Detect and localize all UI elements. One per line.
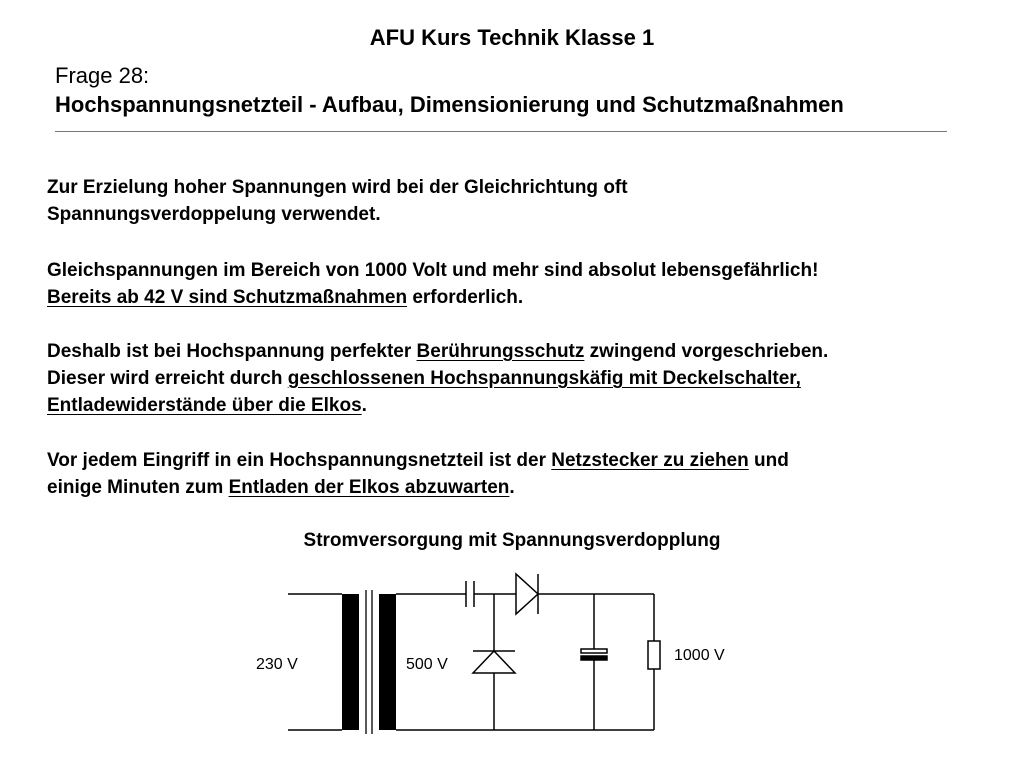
output-voltage-label: 1000 V — [674, 647, 725, 664]
electrolytic-capacitor-symbol — [581, 649, 607, 660]
para3-line3-post: . — [361, 395, 367, 416]
secondary-winding — [379, 594, 396, 730]
para3-line1-pre: Deshalb ist bei Hochspannung perfekter — [47, 341, 417, 362]
hv-cage-underline: geschlossenen Hochspannungskäfig mit Deckelschalter, — [287, 368, 801, 389]
para2-line1: Gleichspannungen im Bereich von 1000 Volt und mehr sind absolut lebensgefährlich! — [47, 260, 819, 281]
para4-line2-pre: einige Minuten zum — [47, 477, 229, 498]
primary-voltage-label: 230 V — [256, 656, 298, 673]
circuit-title: Stromversorgung mit Spannungsverdopplung — [303, 530, 721, 551]
para1-line1: Zur Erzielung hoher Spannungen wird bei der Gleichrichtung oft — [47, 177, 628, 198]
bleeder-resistor-underline: Entladewiderstände über die Elkos — [47, 395, 362, 416]
para4-line1-post: und — [748, 450, 789, 471]
primary-winding — [342, 594, 359, 730]
unplug-underline: Netzstecker zu ziehen — [551, 450, 749, 471]
para4-line1-pre: Vor jedem Eingriff in ein Hochspannungsnetzteil ist der — [47, 450, 552, 471]
course-title: AFU Kurs Technik Klasse 1 — [369, 25, 655, 50]
para1-line2: Spannungsverdoppelung verwendet. — [47, 204, 381, 225]
question-number: Frage 28: — [55, 63, 150, 88]
question-topic: Hochspannungsnetzteil - Aufbau, Dimensionierung und Schutzmaßnahmen — [55, 92, 844, 117]
discharge-wait-underline: Entladen der Elkos abzuwarten — [228, 477, 510, 498]
para3-line2-pre: Dieser wird erreicht durch — [47, 368, 288, 389]
diode-series-symbol — [516, 574, 538, 614]
touch-protection-underline: Berührungsschutz — [416, 341, 585, 362]
para4-line2-post: . — [509, 477, 515, 498]
diode-shunt-symbol — [473, 651, 515, 673]
bleeder-resistor-symbol — [648, 641, 660, 669]
para2-line2-rest: erforderlich. — [407, 287, 524, 308]
para3-line1-post: zwingend vorgeschrieben. — [584, 341, 829, 362]
capacitor-symbol — [466, 581, 474, 607]
protection-threshold-underline: Bereits ab 42 V sind Schutzmaßnahmen — [47, 287, 408, 308]
secondary-voltage-label: 500 V — [406, 656, 448, 673]
